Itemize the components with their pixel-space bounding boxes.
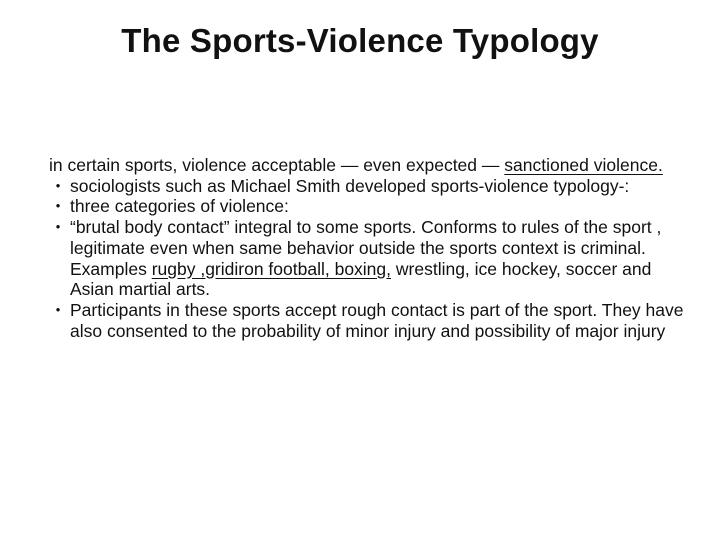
bullet-icon: • (55, 301, 61, 317)
examples-line (70, 259, 696, 300)
intro-paragraph (46, 155, 696, 176)
bullet-text-3: “brutal body contact” integral to some sports. Conforms to rules of the sport , legitimate even when same behavior outside the sports context is criminal. (70, 217, 662, 258)
bullet-text-4: Participants in these sports accept rough contact is part of the sport. They have also consented to the probability of minor injury and possibility of major injury (70, 299, 684, 341)
intro-underlined-text: sanctioned violence. (504, 155, 663, 175)
bullet-icon: • (55, 177, 61, 193)
examples-underlined: rugby ,gridiron football, boxing, (151, 258, 392, 279)
examples-prefix: Examples (70, 258, 152, 279)
bullet-item-2 (46, 196, 696, 217)
bullet-icon: • (55, 198, 61, 214)
slide-body (46, 155, 696, 341)
bullet-item-3 (46, 217, 696, 300)
bullet-icon: • (55, 219, 61, 235)
slide-title: The Sports-Violence Typology (121, 22, 599, 59)
bullet-text-1: sociologists such as Michael Smith developed sports-violence typology-: (70, 175, 630, 196)
bullet-item-1 (46, 176, 696, 197)
bullet-item-4 (46, 300, 696, 341)
intro-text: in certain sports, violence acceptable — even expected — (49, 155, 505, 175)
examples-rest: wrestling, ice hockey, soccer and Asian martial arts. (70, 258, 652, 300)
bullet-text-2: three categories of violence: (70, 196, 289, 217)
